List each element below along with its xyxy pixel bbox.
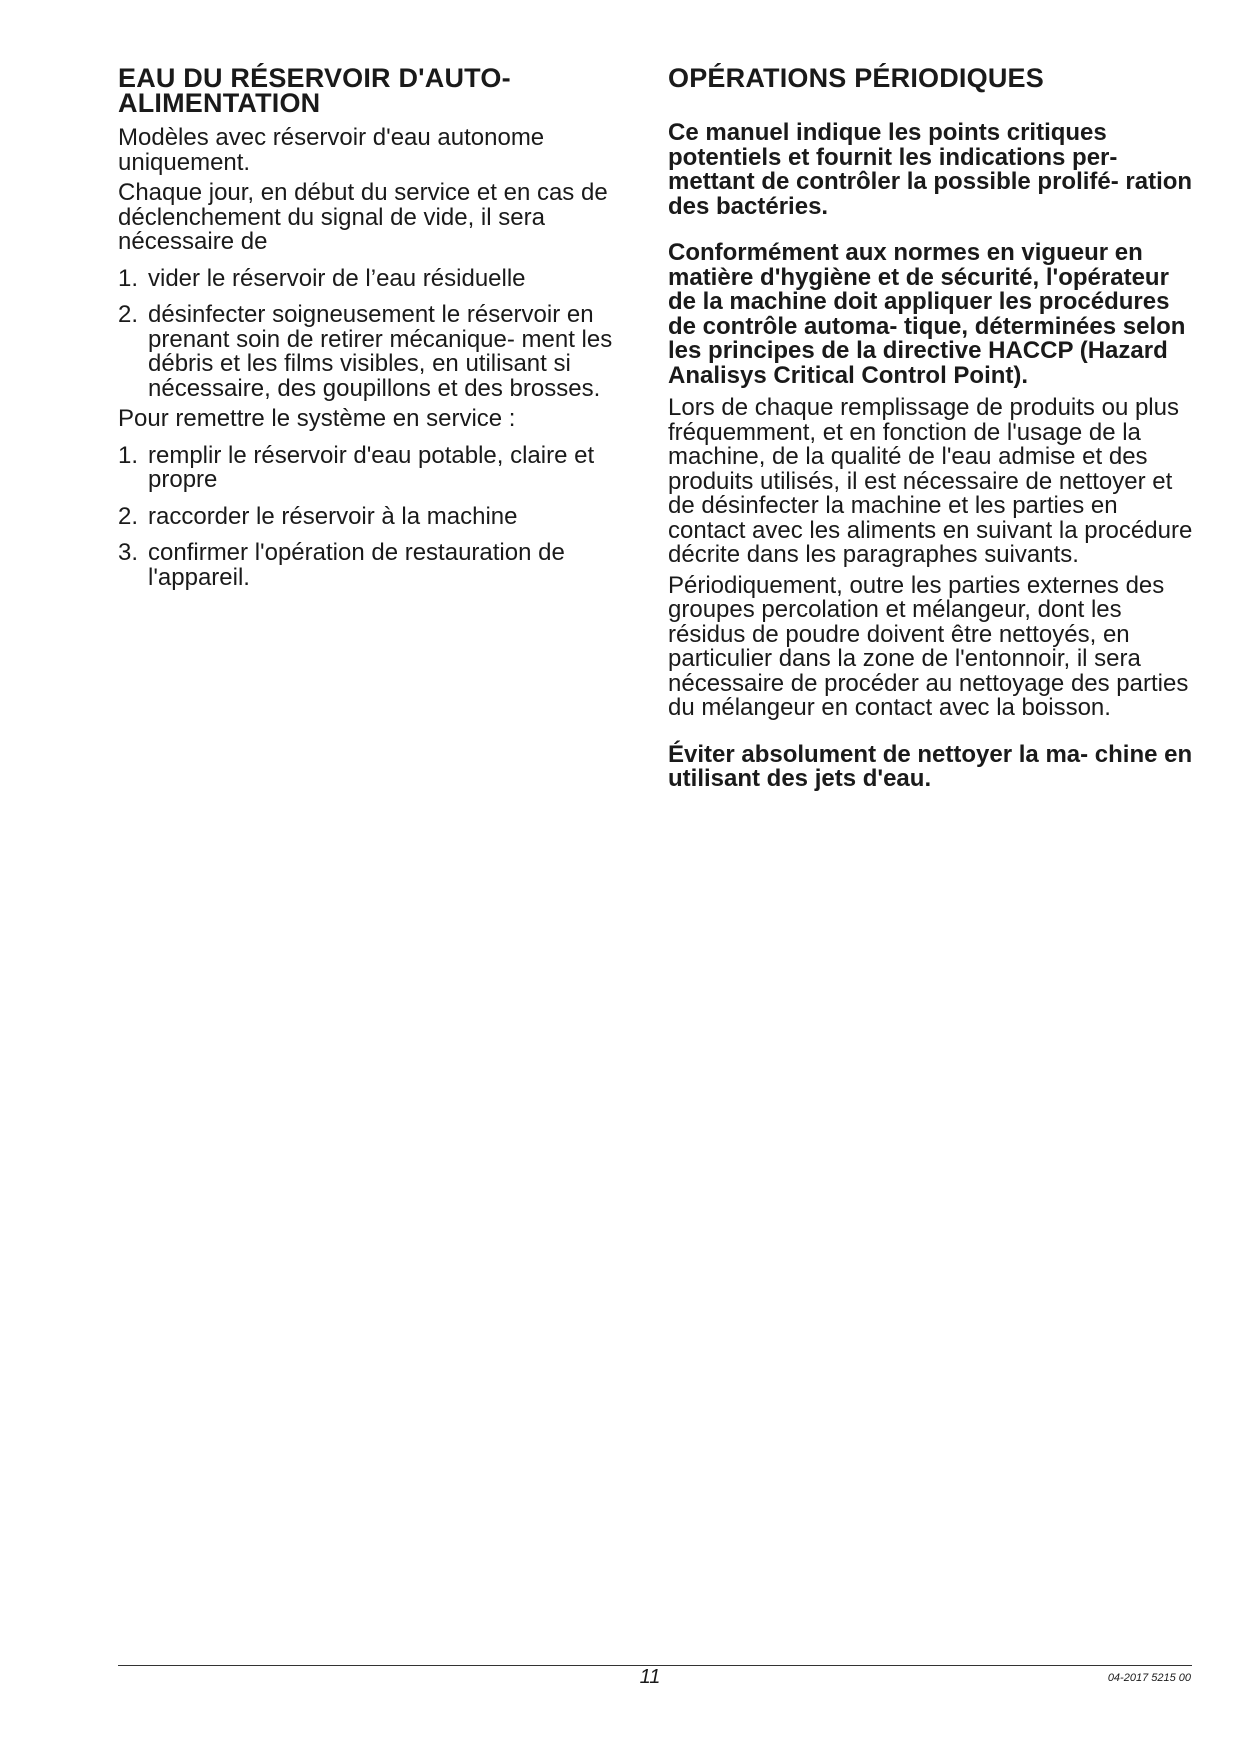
list-text: confirmer l'opération de restauration de l'appareil. xyxy=(148,539,565,591)
periodic-paragraph: Périodiquement, outre les parties externes des groupes percolation et mélangeur, dont les résidus de poudre doivent être nettoyés, en particulier dans la zone de l'entonnoir, il sera nécessaire de procéder au nettoyage des parties du mélangeur en contact avec la boisson. xyxy=(668,571,1189,721)
heading-line-1: EAU DU RÉSERVOIR D'AUTO- xyxy=(118,63,511,93)
daily-paragraph: Chaque jour, en début du service et en cas de déclenchement du signal de vide, il sera nécessaire de xyxy=(118,179,608,255)
restore-intro: Pour remettre le système en service : xyxy=(118,405,516,432)
bold-warning-water-jets: Éviter absolument de nettoyer la ma- chine en utilisant des jets d'eau. xyxy=(668,740,1193,792)
list-item xyxy=(118,502,638,530)
restore-steps-list xyxy=(118,441,638,591)
list-text: remplir le réservoir d'eau potable, claire et propre xyxy=(148,441,595,493)
list-number: 1. xyxy=(118,264,139,292)
section-heading-periodic: OPÉRATIONS PÉRIODIQUES xyxy=(668,63,1044,93)
list-item xyxy=(118,303,638,401)
list-number: 2. xyxy=(118,301,139,328)
left-column xyxy=(118,63,638,602)
list-text: vider le réservoir de l’eau résiduelle xyxy=(148,264,526,292)
page-number: 11 xyxy=(639,1666,661,1688)
list-number: 3. xyxy=(118,539,139,566)
list-text: désinfecter soigneusement le réservoir en prenant soin de retirer mécanique- ment les débris et les films visibles, en utilisant si nécessaire, des goupillons et des brosses. xyxy=(148,301,613,402)
list-text: raccorder le réservoir à la machine xyxy=(148,502,518,530)
cleaning-steps-list xyxy=(118,264,638,402)
list-item xyxy=(118,441,638,493)
intro-paragraph: Modèles avec réservoir d'eau autonome uniquement. xyxy=(118,124,545,176)
section-heading-reservoir xyxy=(118,63,638,118)
refill-paragraph: Lors de chaque remplissage de produits ou plus fréquemment, et en fonction de l'usage de la machine, de la qualité de l'eau admise et des produits utilisés, il est nécessaire de nettoyer et de désinfecter la machine et les parties en contact avec les aliments en suivant la procédure décrite dans les paragraphes suivants. xyxy=(668,394,1193,568)
list-number: 2. xyxy=(118,502,139,530)
list-number: 1. xyxy=(118,441,139,469)
right-column xyxy=(668,63,1193,814)
bold-notice-bacteria: Ce manuel indique les points critiques potentiels et fournit les indications per- mettant de contrôler la possible prolifé- ration des bactéries. xyxy=(668,119,1193,220)
document-code: 04-2017 5215 00 xyxy=(1107,1672,1191,1684)
heading-line-2: ALIMENTATION xyxy=(118,88,321,118)
bold-notice-haccp: Conformément aux normes en vigueur en matière d'hygiène et de sécurité, l'opérateur de la machine doit appliquer les procédures de contrôle automa- tique, déterminées selon les principes de la directive HACCP (Hazard Analisys Critical Control Point). xyxy=(668,239,1186,389)
list-item xyxy=(118,264,638,292)
list-item xyxy=(118,541,638,590)
